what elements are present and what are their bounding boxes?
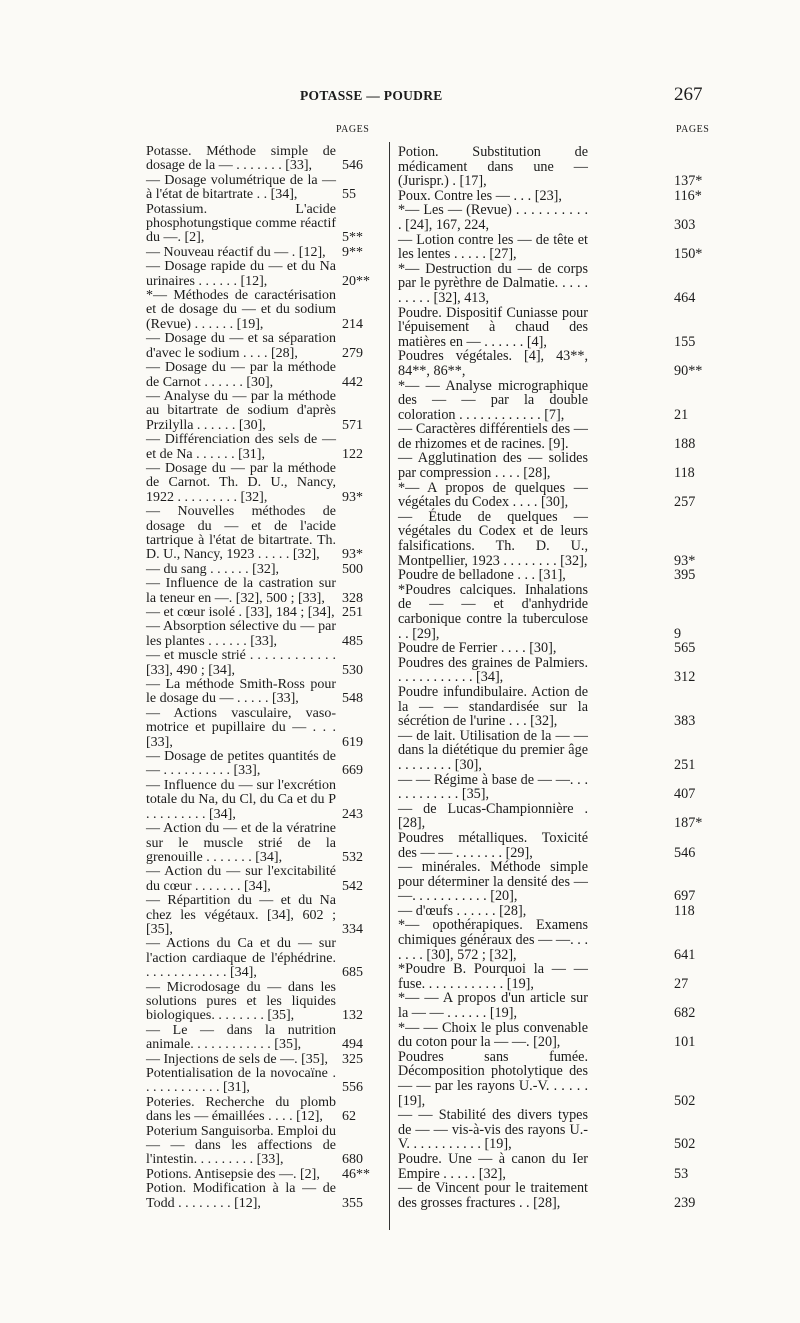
- entry-text: Poudres métalliques. Toxicité des — — . . . . . . . [29],: [398, 829, 588, 861]
- index-entry: [398, 304, 696, 350]
- entry-page-number: 383: [674, 713, 696, 730]
- index-entry: [398, 683, 696, 730]
- entry-text: — Injections de sels de —. [35],: [146, 1051, 328, 1067]
- entry-text: *— — Choix le plus convenable du coton pour la — —. [20],: [398, 1019, 588, 1051]
- entry-page-number: 546: [342, 158, 363, 174]
- entry-page-number: 502: [674, 1136, 696, 1153]
- entry-text: Potasse. Méthode simple de dosage de la — . . . . . . . [33],: [146, 144, 336, 174]
- entry-text: *Poudre B. Pourquoi la — — fuse. . . . . . . . . . . . [19],: [398, 961, 588, 992]
- running-head: [0, 84, 800, 108]
- index-entry: [146, 576, 363, 606]
- entry-text: Poudre infundibulaire. Action de la — — standardisée sur la sécrétion de l'urine . . . [32],: [398, 683, 588, 730]
- entry-text: Potion. Substitution de médicament dans une — (Jurispr.) . [17],: [398, 144, 588, 190]
- index-entry: [146, 777, 363, 822]
- index-entry: [398, 1180, 696, 1211]
- index-entry: [146, 605, 363, 620]
- entry-text: *— Les — (Revue) . . . . . . . . . . . [24], 167, 224,: [398, 202, 588, 233]
- entry-text: Poux. Contre les — . . . [23],: [398, 187, 562, 204]
- index-entry: [146, 201, 363, 246]
- entry-text: — Répartition du — et du Na chez les végétaux. [34], 602 ; [35],: [146, 893, 336, 937]
- index-entry: [398, 479, 696, 511]
- entry-text: — Nouvelles méthodes de dosage du — et de l'acide tartrique à l'état de bitartrate. Th. D. U., Nancy, 1923 . . . . . [32],: [146, 504, 336, 563]
- entry-text: — Agglutination des — solides par compression . . . . [28],: [398, 450, 588, 482]
- entry-text: Poudre. Dispositif Cuniasse pour l'épuisement à chaud des matières en — . . . . . . [4],: [398, 304, 588, 350]
- index-entry: [146, 460, 363, 505]
- entry-page-number: 325: [342, 1051, 363, 1067]
- entry-text: — Dosage du — par la méthode de Carnot. Th. D. U., Nancy, 1922 . . . . . . . . . [32],: [146, 460, 336, 505]
- entry-text: Potassium. L'acide phosphotungstique comme réactif du —. [2],: [146, 201, 336, 246]
- index-entry: [398, 1048, 696, 1109]
- entry-text: Potentialisation de la novocaïne . . . . . . . . . . . . [31],: [146, 1066, 336, 1096]
- entry-text: *— A propos de quelques — végétales du Codex . . . . [30],: [398, 479, 588, 511]
- index-entry: [146, 288, 363, 332]
- entry-text: — de Vincent pour le traitement des grosses fractures . . [28],: [398, 1180, 588, 1211]
- entry-page-number: 530: [342, 662, 363, 678]
- index-entry: [146, 705, 363, 750]
- index-entry: [146, 331, 363, 361]
- entry-page-number: 9**: [342, 244, 363, 260]
- entry-page-number: 187*: [674, 815, 703, 832]
- index-entry: [398, 640, 696, 657]
- index-entry: [146, 619, 363, 649]
- pages-column-heading: PAGES: [336, 124, 370, 135]
- entry-page-number: 680: [342, 1152, 363, 1168]
- entry-page-number: 303: [674, 216, 696, 233]
- entry-text: Poudres végétales. [4], 43**, 84**, 86**,: [398, 348, 588, 379]
- index-entry: [146, 144, 363, 174]
- index-entry: [398, 567, 696, 584]
- index-entry: [146, 561, 363, 577]
- entry-text: — Dosage de petites quantités de — . . . . . . . . . . [33],: [146, 749, 336, 779]
- entry-text: *— Méthodes de caractérisation et de dosage du — et du sodium (Revue) . . . . . . [19],: [146, 288, 336, 332]
- entry-page-number: 502: [674, 1092, 696, 1109]
- entry-page-number: 548: [342, 691, 363, 707]
- entry-text: — Actions du Ca et du — sur l'action cardiaque de l'éphédrine. . . . . . . . . . . . . [34],: [146, 936, 336, 981]
- entry-page-number: 188: [674, 435, 696, 452]
- index-entry: [398, 902, 695, 919]
- entry-page-number: 155: [674, 333, 696, 350]
- index-entry: [146, 893, 363, 937]
- index-entry: [146, 172, 356, 203]
- entry-text: *— opothérapiques. Examens chimiques généraux des — —. . . . . . . [30], 572 ; [32],: [398, 917, 588, 963]
- entry-text: Poudres sans fumée. Décomposition photolytique des — — par les rayons U.-V. . . . . . [19],: [398, 1048, 588, 1109]
- entry-text: *— — A propos d'un article sur la — — . . . . . . [19],: [398, 990, 588, 1022]
- entry-list: [398, 144, 703, 1211]
- entry-text: — de lait. Utilisation de la — — dans la diététique du premier âge . . . . . . . . [30],: [398, 727, 588, 773]
- entry-text: — Influence du — sur l'excrétion totale du Na, du Cl, du Ca et du P . . . . . . . . . [34],: [146, 777, 336, 822]
- entry-text: — — Régime à base de — —. . . . . . . . . . . . [35],: [398, 771, 588, 803]
- index-entry: [398, 829, 696, 861]
- entry-text: — Microdosage du — dans les solutions pures et les liquides biologiques. . . . . . . . [35],: [146, 979, 336, 1024]
- entry-text: — — Stabilité des divers types de — — vis-à-vis des rayons U.-V. . . . . . . . . . . [19],: [398, 1107, 588, 1153]
- index-entry: [398, 990, 696, 1022]
- index-entry: [398, 187, 702, 204]
- entry-page-number: 500: [342, 561, 363, 577]
- index-entry: [398, 260, 696, 306]
- entry-page-number: 21: [674, 406, 689, 423]
- index-entry: [398, 144, 703, 190]
- entry-page-number: 62: [342, 1109, 356, 1125]
- entry-text: — Action du — sur l'excitabilité du cœur . . . . . . . [34],: [146, 864, 336, 894]
- entry-text: Potion. Modification à la — de Todd . . . . . . . . [12],: [146, 1181, 336, 1211]
- pages-column-heading: PAGES: [676, 124, 710, 135]
- entry-text: Poudre de belladone . . . [31],: [398, 567, 566, 584]
- entry-page-number: 571: [342, 417, 363, 433]
- entry-page-number: 407: [674, 786, 696, 803]
- index-entry: [398, 202, 696, 233]
- entry-text: Poudres des graines de Palmiers. . . . . . . . . . . . [34],: [398, 654, 588, 686]
- entry-text: *— Destruction du — de corps par le pyrèthre de Dalmatie. . . . . . . . . . [32], 413,: [398, 260, 588, 306]
- entry-page-number: 641: [674, 946, 696, 963]
- entry-text: Poudre. Une — à canon du Ier Empire . . . . . [32],: [398, 1150, 588, 1182]
- entry-page-number: 5**: [342, 230, 363, 246]
- entry-page-number: 118: [674, 902, 695, 919]
- entry-text: — Action du — et de la vératrine sur le muscle strié de la grenouille . . . . . . . [34],: [146, 821, 336, 865]
- column-rule: [389, 142, 390, 1230]
- entry-page-number: 532: [342, 849, 363, 865]
- entry-page-number: 682: [674, 1005, 696, 1022]
- entry-page-number: 546: [674, 844, 696, 861]
- index-entry: [398, 859, 696, 905]
- entry-page-number: 312: [674, 669, 696, 686]
- entry-page-number: 150*: [674, 246, 703, 263]
- entry-text: — d'œufs . . . . . . [28],: [398, 902, 527, 919]
- entry-page-number: 90**: [674, 362, 703, 379]
- entry-page-number: 251: [674, 756, 696, 773]
- entry-text: Poudre de Ferrier . . . . [30],: [398, 640, 557, 657]
- entry-page-number: 132: [342, 1008, 363, 1024]
- index-entry: [398, 508, 696, 569]
- entry-list: [146, 144, 370, 1211]
- index-entry: [146, 677, 363, 707]
- index-entry: [398, 1019, 696, 1051]
- entry-page-number: 137*: [674, 173, 703, 190]
- index-entry: [398, 961, 689, 992]
- page-number: 267: [674, 84, 703, 105]
- entry-page-number: 669: [342, 763, 363, 779]
- entry-text: — Dosage rapide du — et du Na urinaires . . . . . . [12],: [146, 259, 336, 289]
- entry-page-number: 93*: [342, 547, 363, 563]
- entry-page-number: 93*: [342, 489, 363, 505]
- index-entry: [146, 360, 363, 390]
- entry-page-number: 464: [674, 289, 696, 306]
- index-entry: [146, 1094, 356, 1125]
- entry-text: — Lotion contre les — de tête et les lentes . . . . . [27],: [398, 231, 588, 263]
- index-entry: [146, 259, 370, 289]
- entry-text: — Dosage volumétrique de la — à l'état de bitartrate . . [34],: [146, 172, 336, 203]
- entry-page-number: 53: [674, 1165, 689, 1182]
- entry-text: — Différenciation des sels de — et de Na . . . . . . [31],: [146, 432, 336, 462]
- entry-page-number: 395: [674, 567, 696, 584]
- entry-page-number: 279: [342, 345, 363, 361]
- entry-page-number: 118: [674, 465, 695, 482]
- entry-page-number: 485: [342, 633, 363, 649]
- entry-page-number: 355: [342, 1195, 363, 1211]
- entry-text: — Influence de la castration sur la teneur en —. [32], 500 ; [33],: [146, 576, 336, 606]
- index-entry: [398, 231, 703, 263]
- index-entry: [146, 388, 363, 433]
- index-entry: [398, 771, 696, 803]
- index-entry: [398, 800, 703, 832]
- entry-page-number: 334: [342, 921, 363, 937]
- index-entry: [398, 917, 696, 963]
- index-entry: [146, 749, 363, 779]
- entry-page-number: 243: [342, 806, 363, 822]
- entry-text: — Absorption sélective du — par les plantes . . . . . . [33],: [146, 619, 336, 649]
- entry-page-number: 122: [342, 446, 363, 462]
- entry-page-number: 214: [342, 316, 363, 332]
- index-entry: [146, 1022, 363, 1053]
- index-entry: [146, 864, 363, 894]
- index-entry: [398, 348, 703, 379]
- entry-text: — Étude de quelques — végétales du Codex et de leurs falsifications. Th. D. U., Montpellier, 1923 . . . . . . . . [32],: [398, 508, 588, 569]
- running-head-title: POTASSE — POUDRE: [300, 88, 443, 103]
- entry-text: — Le — dans la nutrition animale. . . . . . . . . . . . [35],: [146, 1022, 336, 1053]
- entry-page-number: 116*: [674, 187, 702, 204]
- index-entry: [146, 244, 363, 260]
- index-entry: [398, 581, 682, 642]
- entry-page-number: 542: [342, 878, 363, 894]
- index-entry: [398, 654, 696, 686]
- entry-text: — et muscle strié . . . . . . . . . . . . [33], 490 ; [34],: [146, 648, 336, 678]
- entry-page-number: 685: [342, 965, 363, 981]
- entry-text: *Poudres calciques. Inhalations de — — et d'anhydride carbonique contre la tuberculose . . [29],: [398, 581, 588, 642]
- entry-page-number: 46**: [342, 1166, 370, 1182]
- entry-page-number: 442: [342, 374, 363, 390]
- entry-text: Potions. Antisepsie des —. [2],: [146, 1166, 320, 1182]
- entry-text: *— — Analyse micrographique des — — par la double coloration . . . . . . . . . . . . [7],: [398, 377, 588, 423]
- entry-text: — Dosage du — par la méthode de Carnot . . . . . . [30],: [146, 360, 336, 390]
- entry-text: — Caractères différentiels des — de rhizomes et de racines. [9].: [398, 421, 588, 452]
- entry-page-number: 9: [674, 625, 682, 642]
- entry-page-number: 239: [674, 1194, 696, 1211]
- index-entry: [146, 1051, 363, 1067]
- entry-page-number: 251: [342, 605, 363, 620]
- index-entry: [146, 1181, 363, 1211]
- index-entry: [146, 648, 363, 678]
- entry-page-number: 494: [342, 1037, 363, 1053]
- entry-page-number: 619: [342, 734, 363, 750]
- index-entry: [398, 1150, 689, 1182]
- entry-page-number: 93*: [674, 552, 696, 569]
- entry-page-number: 101: [674, 1034, 696, 1051]
- entry-page-number: 55: [342, 187, 356, 203]
- index-entry: [146, 432, 363, 462]
- index-entry: [398, 377, 689, 423]
- entry-text: — Analyse du — par la méthode au bitartrate de sodium d'après Przilylla . . . . . . [30],: [146, 388, 336, 433]
- entry-text: — minérales. Méthode simple pour déterminer la densité des — —. . . . . . . . . . . [20],: [398, 859, 588, 905]
- index-entry: [398, 450, 695, 482]
- entry-page-number: 20**: [342, 273, 370, 289]
- entry-text: — Nouveau réactif du — . [12],: [146, 244, 326, 260]
- index-entry: [398, 727, 696, 773]
- index-entry: [146, 1066, 363, 1096]
- entry-text: — Actions vasculaire, vaso-motrice et pupillaire du — . . . [33],: [146, 705, 336, 750]
- entry-text: — La méthode Smith-Ross pour le dosage du — . . . . . [33],: [146, 677, 336, 707]
- entry-text: — de Lucas-Championnière . [28],: [398, 800, 588, 832]
- entry-text: — et cœur isolé . [33], 184 ; [34],: [146, 605, 335, 620]
- index-entry: [398, 1107, 696, 1153]
- entry-page-number: 328: [342, 590, 363, 606]
- index-entry: [146, 821, 363, 865]
- entry-page-number: 556: [342, 1080, 363, 1096]
- index-entry: [146, 979, 363, 1024]
- entry-page-number: 27: [674, 975, 689, 992]
- index-entry: [146, 504, 363, 563]
- entry-page-number: 697: [674, 888, 696, 905]
- index-entry: [146, 1123, 363, 1168]
- index-entry: [146, 936, 363, 981]
- entry-text: Poteries. Recherche du plomb dans les — émaillées . . . . [12],: [146, 1094, 336, 1125]
- entry-text: — Dosage du — et sa séparation d'avec le sodium . . . . [28],: [146, 331, 336, 361]
- entry-text: — du sang . . . . . . [32],: [146, 561, 279, 577]
- entry-page-number: 565: [674, 640, 696, 657]
- entry-page-number: 257: [674, 494, 696, 511]
- index-entry: [146, 1166, 370, 1182]
- index-entry: [398, 421, 696, 452]
- entry-text: Poterium Sanguisorba. Emploi du — — dans les affections de l'intestin. . . . . . . . . [33],: [146, 1123, 336, 1168]
